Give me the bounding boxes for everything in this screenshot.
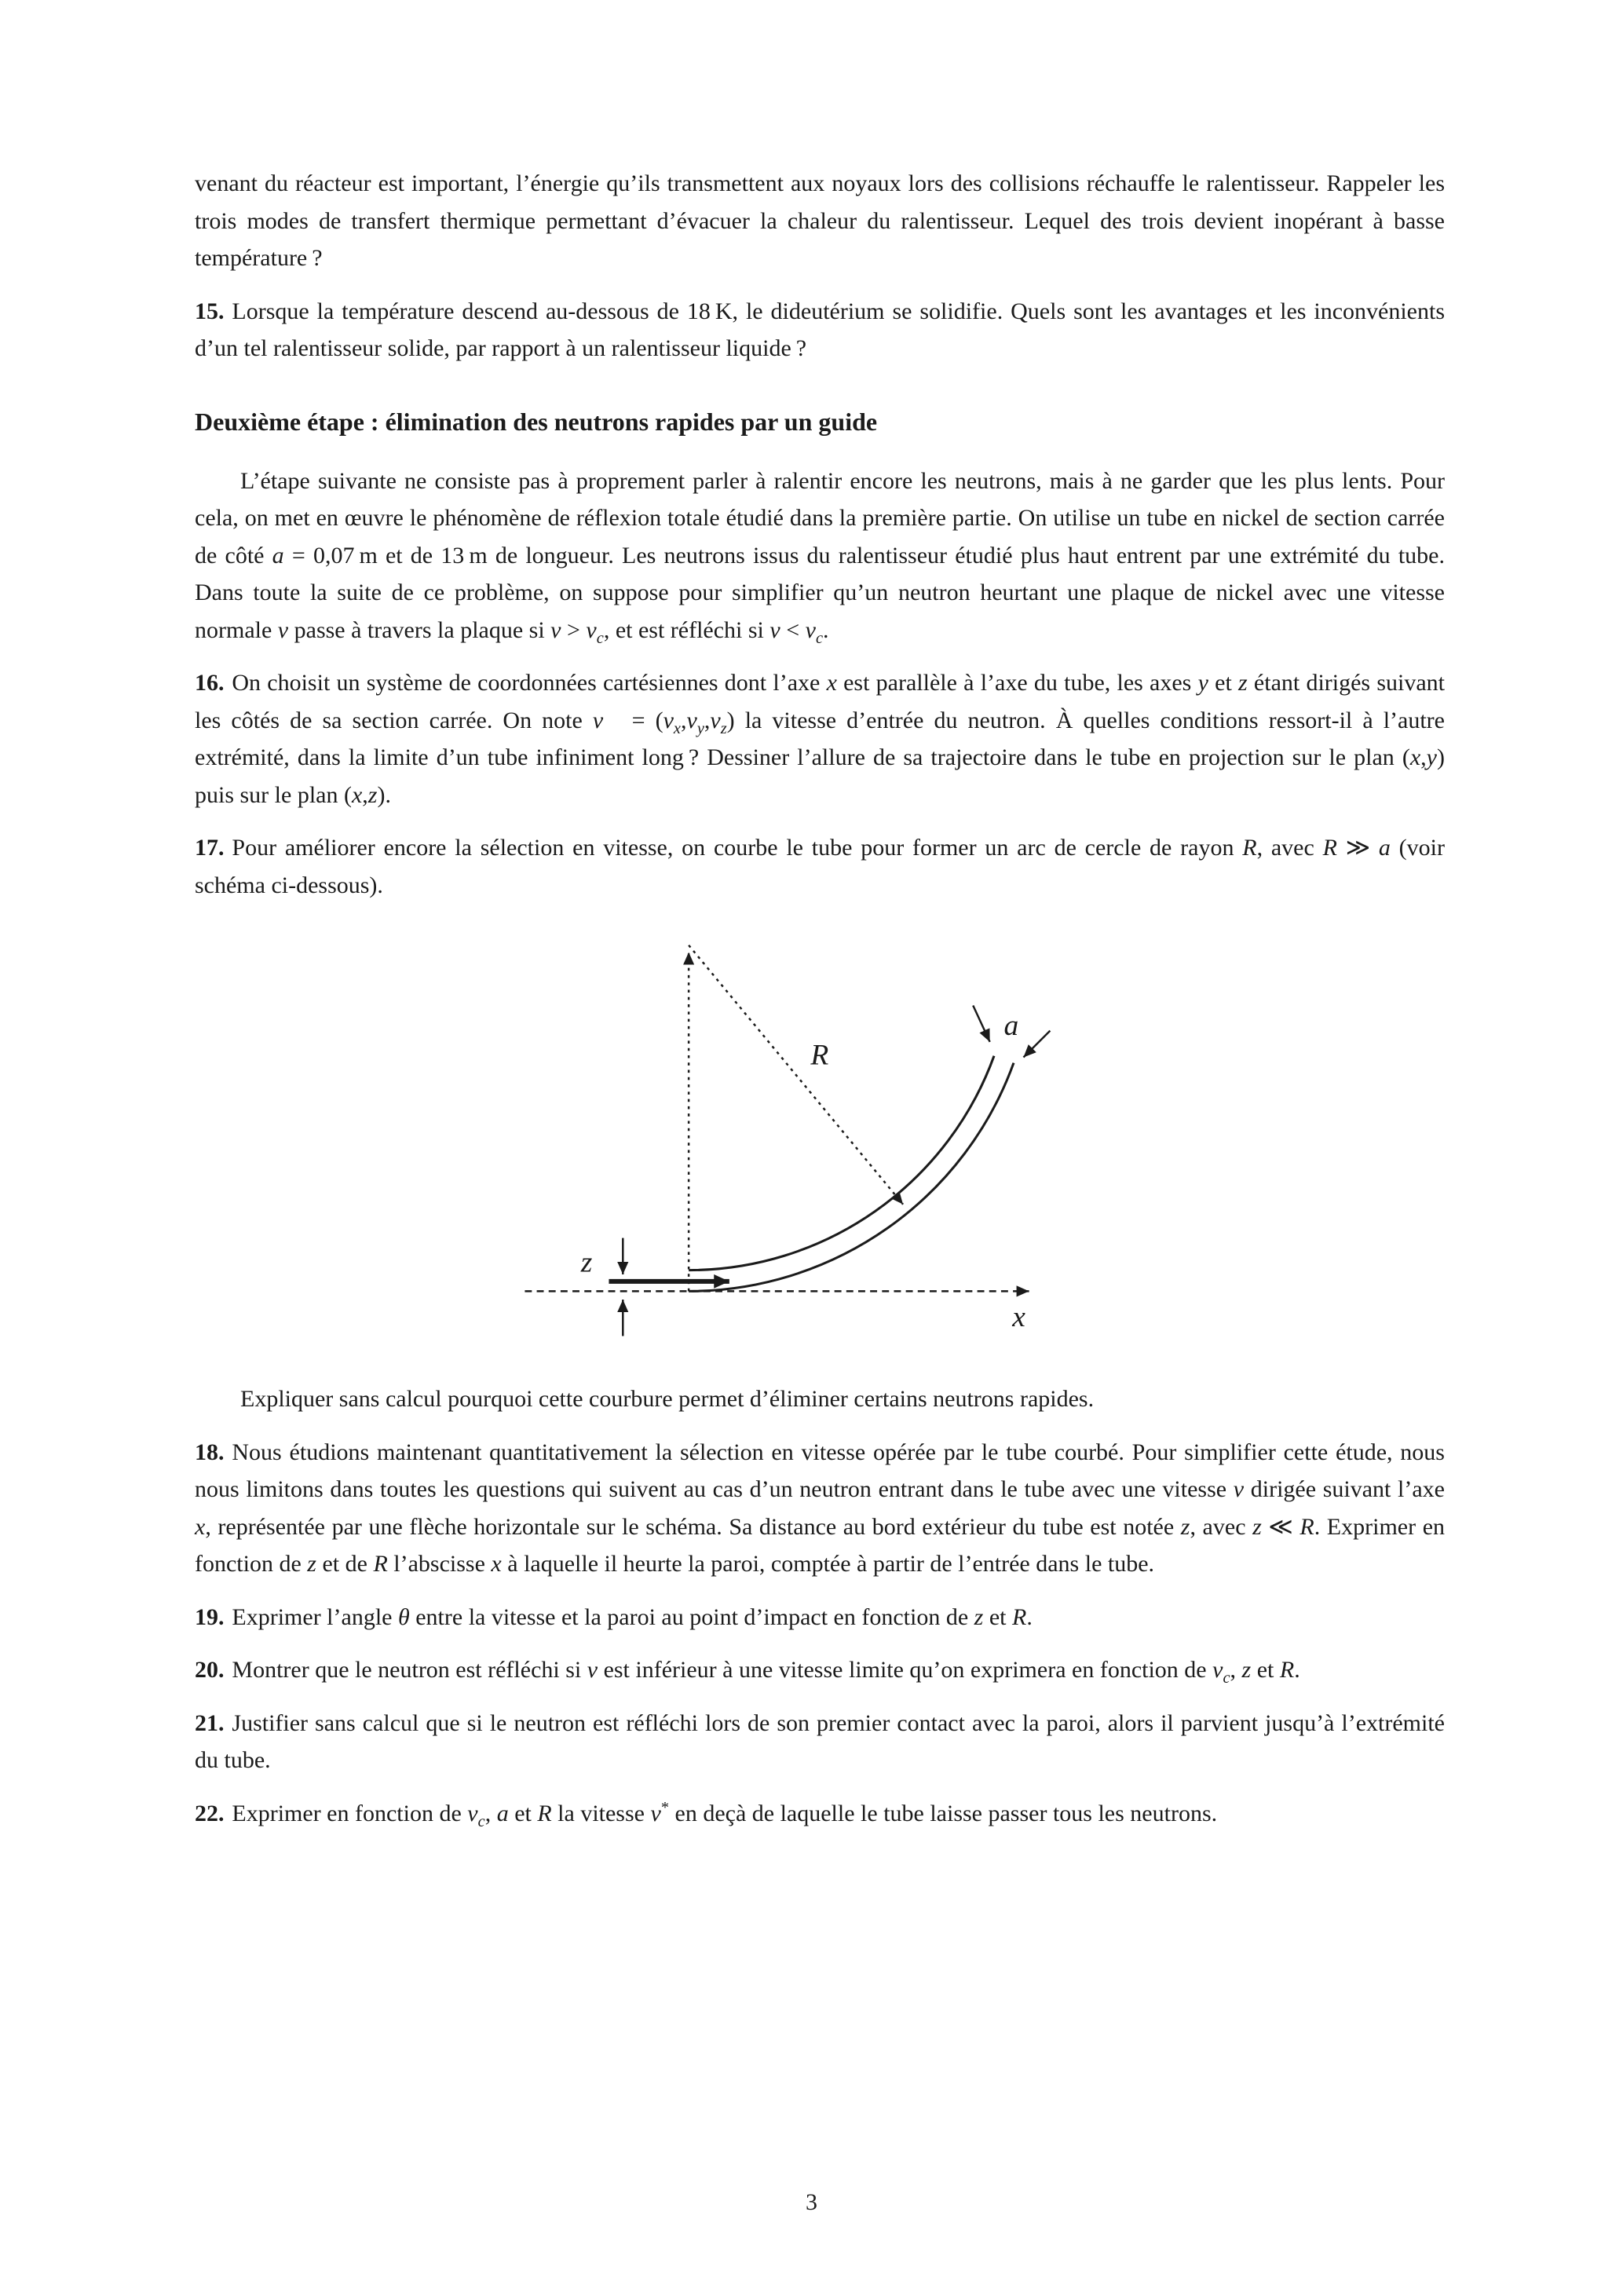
question-19 <box>195 1599 1445 1636</box>
question-19-text: Exprimer l’angle θ entre la vitesse et la paroi au point d’impact en fonction de z et R. <box>232 1603 1033 1630</box>
question-18 <box>195 1434 1445 1583</box>
question-16 <box>195 664 1445 813</box>
question-20-number: 20. <box>195 1657 225 1683</box>
question-17 <box>195 829 1445 904</box>
question-18-number: 18. <box>195 1439 225 1465</box>
question-16-number: 16. <box>195 670 225 696</box>
diagram-width-label: a <box>1003 1009 1019 1042</box>
question-15-text: Lorsque la température descend au-dessous de 18 K, le dideutérium se solidifie. Quels sont les avantages et les inconvénients d’un tel ralentisseur solide, par rapport à un ralentisseur liquide ? <box>195 298 1445 361</box>
question-21 <box>195 1705 1445 1779</box>
question-15-number: 15. <box>195 298 225 324</box>
tube-diagram-svg <box>499 924 1074 1358</box>
question-22-number: 22. <box>195 1800 225 1826</box>
section-heading: Deuxième étape : élimination des neutrons rapides par un guide <box>195 407 878 436</box>
question-16-text: On choisit un système de coordonnées cartésiennes dont l’axe x est parallèle à l’axe du tube, les axes y et z étant dirigés suivant les côtés de sa section carrée. On note v⃗ = $(v_x,v_y,v_z)$ la vitesse d’entrée du neutron. À quelles conditions ressort-il à l’autre extrémité, dans la limite d’un tube infiniment long ? Dessiner l’allure de sa trajectoire dans le tube en projection sur le plan (x,y) puis sur le plan (x,z). <box>195 670 1445 808</box>
diagram-width-arrow-left <box>973 1005 989 1041</box>
page-content <box>195 165 1445 1848</box>
diagram-x-axis-label: x <box>1012 1300 1025 1333</box>
diagram-tube-outer-wall <box>689 1063 1014 1292</box>
tube-diagram <box>499 924 1074 1358</box>
paragraph-etape: L’étape suivante ne consiste pas à proprement parler à ralentir encore les neutrons, mais à ne garder que les plus lents. Pour cela, on met en œuvre le phénomène de réflexion totale étudié dans la première partie. On utilise un tube en nickel de section carrée de côté a = 0,07 m et de 13 m de longueur. Les neutrons issus du ralentisseur étudié plus haut entrent par une extrémité du tube. Dans toute la suite de ce problème, on suppose pour simplifier qu’un neutron heurtant une plaque de nickel avec une vitesse normale v passe à travers la plaque si $v > v_c$, et est réfléchi si $v < v_c$. <box>195 467 1445 647</box>
question-22 <box>195 1795 1445 1833</box>
diagram-tube-inner-wall <box>689 1056 994 1270</box>
diagram-radius-label: R <box>810 1039 829 1072</box>
question-15 <box>195 293 1445 367</box>
question-17-number: 17. <box>195 835 225 861</box>
question-22-text: Exprimer en fonction de $v_c$, a et R la vitesse v* en deçà de laquelle le tube laisse passer tous les neutrons. <box>232 1798 1218 1830</box>
question-21-text: Justifier sans calcul que si le neutron est réfléchi lors de son premier contact avec la paroi, alors il parvient jusqu’à l’extrémité du tube. <box>195 1709 1445 1773</box>
question-18-text: Nous étudions maintenant quantitativement la sélection en vitesse opérée par le tube courbé. Pour simplifier cette étude, nous nous limitons dans toutes les questions qui suivent au cas d’un neutron entrant dans le tube avec une vitesse v dirigée suivant l’axe x, représentée par une flèche horizontale sur le schéma. Sa distance au bord extérieur du tube est notée z, avec z ≪ R. Exprimer en fonction de z et de R l’abscisse x à laquelle il heurte la paroi, comptée à partir de l’entrée dans le tube. <box>195 1439 1446 1577</box>
question-17-text: Pour améliorer encore la sélection en vitesse, on courbe le tube pour former un arc de cercle de rayon R, avec R ≫ a (voir schéma ci-dessous). <box>195 835 1445 898</box>
question-21-number: 21. <box>195 1709 225 1736</box>
diagram-radius-dotted-line <box>689 945 903 1205</box>
question-19-number: 19. <box>195 1603 225 1630</box>
question-20-text: Montrer que le neutron est réfléchi si v est inférieur à une vitesse limite qu’on exprimera en fonction de $v_c$, z et R. <box>232 1657 1300 1687</box>
question-20 <box>195 1651 1445 1689</box>
paragraph-expliquer: Expliquer sans calcul pourquoi cette courbure permet d’éliminer certains neutrons rapides. <box>240 1386 1095 1412</box>
diagram-z-label: z <box>580 1246 593 1279</box>
page-number: 3 <box>806 2189 817 2215</box>
paragraph-intro: venant du réacteur est important, l’énergie qu’ils transmettent aux noyaux lors des collisions réchauffe le ralentisseur. Rappeler les trois modes de transfert thermique permettant d’évacuer la chaleur du ralentisseur. Lequel des trois devient inopérant à basse température ? <box>195 170 1445 271</box>
diagram-width-arrow-right <box>1023 1031 1050 1058</box>
